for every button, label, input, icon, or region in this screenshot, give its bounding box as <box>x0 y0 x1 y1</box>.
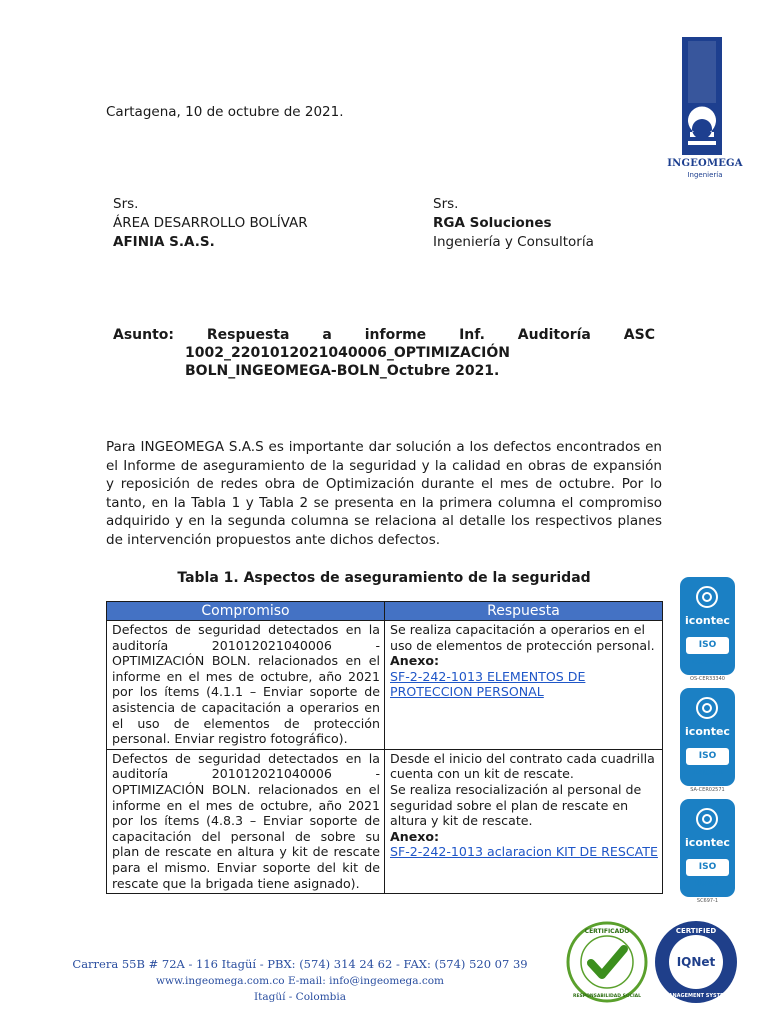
letter-date: Cartagena, 10 de octubre de 2021. <box>106 104 344 120</box>
badge-code: OS-CER33340 <box>690 676 725 682</box>
respuesta-cell <box>385 621 663 750</box>
icontec-iso14001-badge <box>680 688 735 786</box>
intro-paragraph: Para INGEOMEGA S.A.S es importante dar solución a los defectos encontrados en el Informe de aseguramiento de la seguridad y la calidad en obras de expansión y reposición de redes obra de Optimización durante el mes de octubre. Por lo tanto, en la Tabla 1 y Tabla 2 se presenta en la primera columna el compromiso adquirido y en la segunda columna se relaciona al detalle los respectivos planes de intervención propuestos ante dichos defectos. <box>106 439 662 548</box>
badge-code: SA-CER02571 <box>690 787 725 793</box>
badge-code: SC697-1 <box>696 898 719 904</box>
header-compromiso: Compromiso <box>107 602 385 621</box>
footer-city: Itagüí - Colombia <box>253 991 347 1003</box>
anexo-label: Anexo: <box>390 828 440 844</box>
footer-contact: www.ingeomega.com.co E-mail: info@ingeomega.com <box>155 975 445 987</box>
subject-word: Auditoría <box>517 327 591 343</box>
table-row <box>107 749 663 893</box>
badge-name: icontec <box>685 836 730 849</box>
recipient-right-salutation: Srs. <box>433 196 459 212</box>
security-table <box>106 601 663 894</box>
recipient-left-area: ÁREA DESARROLLO BOLÍVAR <box>113 215 308 231</box>
recipient-right <box>433 195 594 252</box>
footer <box>40 956 560 1005</box>
badge-name: icontec <box>685 725 730 738</box>
icontec-iso9001-badge <box>680 799 735 897</box>
badge-iso: ISO 9001 <box>686 859 729 876</box>
badge-iso: ISO 14001 <box>686 748 729 765</box>
footer-address: Carrera 55B # 72A - 116 Itagüí - PBX: (574) 314 24 62 - FAX: (574) 520 07 39 <box>72 957 528 971</box>
respuesta-text: Desde el inicio del contrato cada cuadrilla cuenta con un kit de rescate. <box>390 750 655 782</box>
subject <box>113 326 655 380</box>
respuesta-cell <box>385 749 663 893</box>
subject-line-3: BOLN_INGEOMEGA-BOLN_Octubre 2021. <box>185 363 500 379</box>
subject-label: Asunto: <box>113 327 175 343</box>
compromiso-cell: Defectos de seguridad detectados en la auditoría 201012021040006 - OPTIMIZACIÓN BOLN. relacionados en el informe en el mes de octubre, año 2021 por los ítems (4.1.1 – Enviar soporte de asistencia de capacitación a operarios en el uso de elementos de protección personal. Enviar registro fotográfico). <box>107 621 385 750</box>
seal-iqnet-name: IQNet <box>676 955 716 969</box>
subject-word: Inf. <box>459 327 485 343</box>
subject-word: informe <box>364 327 427 343</box>
seal-social-bottom: RESPONSABILIDAD SOCIAL <box>573 994 641 999</box>
logo-subtitle: Ingeniería <box>687 171 723 179</box>
recipient-left <box>113 195 308 252</box>
recipient-left-company: AFINIA S.A.S. <box>113 234 215 250</box>
subject-word: Respuesta <box>206 327 290 343</box>
table-row <box>107 621 663 750</box>
header-respuesta: Respuesta <box>385 602 663 621</box>
anexo-label: Anexo: <box>390 653 440 669</box>
icontec-logo-icon <box>696 586 718 608</box>
table-caption: Tabla 1. Aspectos de aseguramiento de la seguridad <box>177 570 591 586</box>
anexo-link[interactable]: SF-2-242-1013 aclaracion KIT DE RESCATE <box>390 844 658 860</box>
recipient-right-department: Ingeniería y Consultoría <box>433 234 594 250</box>
subject-line-1 <box>113 326 655 344</box>
respuesta-text: Se realiza capacitación a operarios en el uso de elementos de protección personal. <box>390 622 655 653</box>
iqnet-seal-icon <box>654 920 738 1004</box>
seal-iqnet-bottom: MANAGEMENT SYSTEM <box>663 993 729 999</box>
seal-iqnet-top: CERTIFIED <box>675 927 717 935</box>
seal-social-top: CERTIFICADO <box>584 928 630 935</box>
badge-name: icontec <box>685 614 730 627</box>
recipient-left-salutation: Srs. <box>113 196 139 212</box>
social-responsibility-seal-icon <box>566 921 648 1003</box>
icontec-logo-icon <box>696 808 718 830</box>
subject-word: ASC <box>623 327 655 343</box>
respuesta-text: Se realiza resocialización al personal de seguridad sobre el plan de rescate en altura y kit de rescate. <box>390 781 642 829</box>
anexo-link[interactable]: SF-2-242-1013 ELEMENTOS DE PROTECCION PERSONAL <box>390 668 586 700</box>
subject-line-2: 1002_2201012021040006_OPTIMIZACIÓN <box>185 345 510 361</box>
compromiso-cell: Defectos de seguridad detectados en la auditoría 201012021040006 - OPTIMIZACIÓN BOLN. relacionados en el informe en el mes de octubre, año 2021 por los ítems (4.8.3 – Enviar soporte de capacitación del personal de sobre su plan de rescate en altura y kit de rescate para el mismo. Enviar soporte del kit de rescate que la brigada tiene asignado). <box>107 749 385 893</box>
logo-brand: INGEOMEGA <box>667 158 743 169</box>
icontec-logo-icon <box>696 697 718 719</box>
badge-iso: ISO 45001 <box>686 637 729 654</box>
table-header-row <box>107 602 663 621</box>
ingeomega-logo-icon <box>682 37 722 155</box>
recipient-right-company: RGA Soluciones <box>433 215 552 231</box>
subject-word: a <box>322 327 332 343</box>
icontec-iso45001-badge <box>680 577 735 675</box>
